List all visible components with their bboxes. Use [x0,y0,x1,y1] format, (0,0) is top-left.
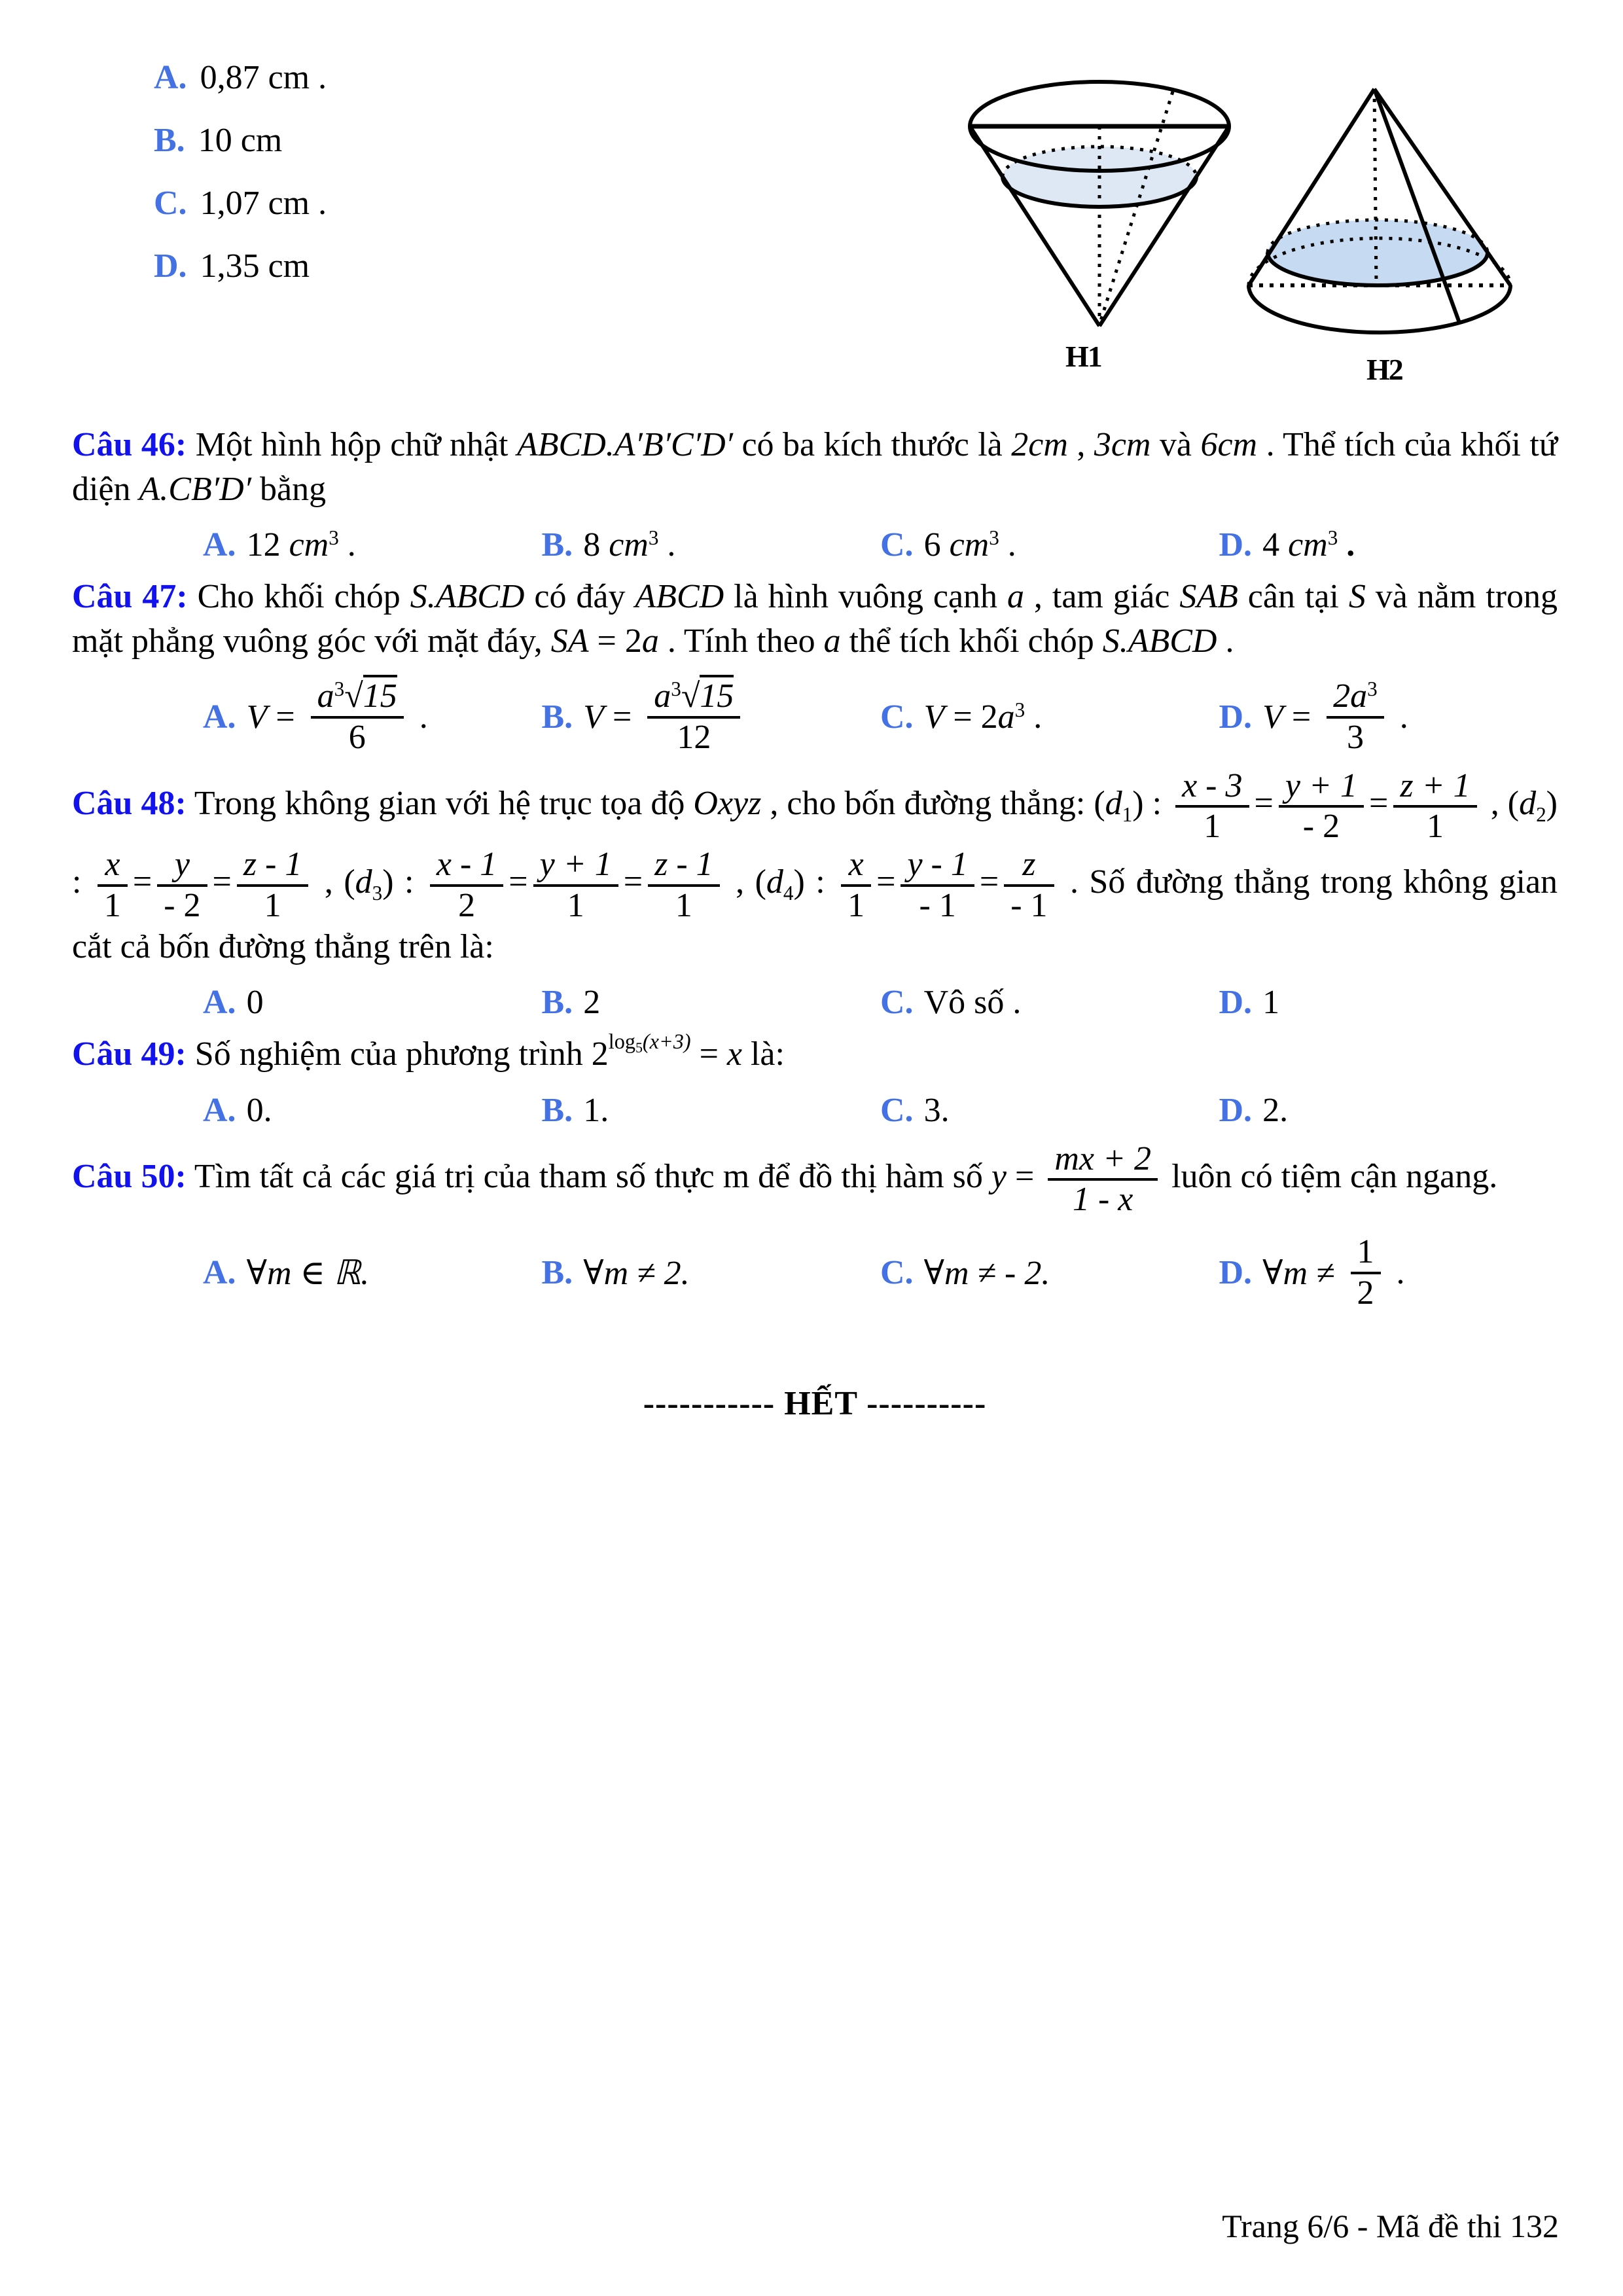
line-d3: $(d_3)$ : $\frac{x - 1}{2}$ = $\frac{y + 1}{1}$ = $\frac{z - 1}{1}$ , [344,846,755,924]
equation-50: y = $\frac{mx + 2}{1 - x}$ [991,1158,1163,1195]
option-text: 1,35 cm [200,247,310,285]
option-text: 1,07 cm . [200,184,327,222]
question-50-label: Câu 50: [72,1158,187,1196]
option-46-c: C. 6 $cm^3$ . [880,526,1016,564]
line-d2: $(d_2)$ : $\frac{x}{1}$ = $\frac{y}{- 2}$ = $\frac{z - 1}{1}$ , [72,785,1558,924]
option-49-b: B. 1. [541,1091,609,1129]
page-footer: Trang 6/6 - Mã đề thi 132 [1222,2208,1559,2244]
h2-label: H2 [1366,353,1402,386]
option-46-b: B. 8 $cm^3$ . [541,526,676,564]
question-48-text: Câu 48: Trong không gian với hệ trục tọa độ Oxyz , cho bốn đường thẳng: $(d_1)$ : $\frac{x - 3}{1}$ = $\frac{y + 1}{- 2}$ = $\frac{z + 1}{1}$ , $(d_2)$ : $\frac{x}{1}$ = $\frac{y}{- 2}$ = $\frac{z - 1}{1}$ , $(d_3)$ : $\frac{x - 1}{2}$ = $\frac{y + 1}{1}$ = $\frac{z - 1}{1}$ , $(d_4)$ : $\frac{x}{1}$ = $\frac{y - 1}{- 1}$ = $\frac{z}{- 1}$ . Số đường thẳng trong không gian cắt cả bốn đường thẳng trên là: [72,766,1558,965]
h2-base-bottom-arc [1249,285,1510,332]
h2-front-generator [1374,89,1459,323]
option-text: 0,87 cm . [200,58,327,96]
question-46-text: Câu 46: Một hình hộp chữ nhật ABCD.A′B′C′D′ có ba kích thước là 2cm , 3cm và 6cm . Thể tích của khối tứ diện A.CB′D′ bằng [72,426,1558,508]
option-47-c: C. $V = 2a^3$ . [880,698,1043,736]
option-48-b: B. 2 [541,984,601,1022]
option-49-c: C. 3. [880,1091,950,1129]
option-letter: D. [154,247,187,285]
end-of-exam-marker: ----------- HẾT ---------- [643,1384,987,1422]
question-47-label: Câu 47: [72,578,188,616]
option-46-a: A. 12 $cm^3$ . [203,526,356,564]
question-48 [72,767,1558,1022]
radical-icon: √ [344,677,363,715]
question-47-text: Câu 47: Cho khối chóp S.ABCD có đáy ABCD là hình vuông cạnh a , tam giác SAB cân tại S và nằm trong mặt phẳng vuông góc với mặt đáy, SA = 2a . Tính theo a thể tích khối chóp S.ABCD . [72,578,1558,660]
option-47-b: B. V = $\frac{a^3√15}{12}$ [542,677,881,756]
question-48-label: Câu 48: [72,785,187,823]
question-49-options [203,1091,1558,1130]
radical-icon: √ [681,677,700,715]
h1-label: H1 [1065,340,1101,373]
option-48-c: C. Vô số . [880,984,1022,1022]
question-50-options [203,1233,1558,1312]
question-48-options [203,983,1558,1022]
line-d1: $(d_1)$ : $\frac{x - 3}{1}$ = $\frac{y + 1}{- 2}$ = $\frac{z + 1}{1}$ , [1094,766,1499,846]
question-47-options [203,677,1558,756]
option-50-b: B. ∀m ≠ 2. [541,1254,690,1292]
figure-h1-inverted-cone [936,64,1263,372]
option-49-d: D. 2. [1219,1091,1289,1129]
option-letter: C. [154,184,187,222]
question-49 [72,1029,1558,1130]
equation-49: $2^{log_5(x+3)} = x$ [591,1029,742,1073]
question-49-text: Câu 49: Số nghiệm của phương trình $2^{log_5(x+3)} = x$ là: [72,1029,785,1073]
question-46-options [203,526,1558,564]
option-letter: B. [154,121,185,159]
option-47-a: A. V = $\frac{a^3√15}{6}$ . [203,677,542,756]
question-46-label: Câu 46: [72,426,187,463]
line-d4: $(d_4)$ : $\frac{x}{1}$ = $\frac{y - 1}{- 1}$ = $\frac{z}{- 1}$ . [755,846,1079,924]
question-46 [72,423,1558,564]
option-50-c: C. ∀m ≠ - 2. [880,1254,1050,1292]
option-48-a: A. 0 [203,984,264,1022]
question-50 [72,1140,1558,1312]
top-section [72,46,1558,412]
question-47 [72,575,1558,757]
option-49-a: A. 0. [203,1091,272,1129]
figure-h2-upright-cone [1243,62,1571,395]
page-content [72,46,1558,1423]
option-46-d: D. 4 $cm^3$ . [1219,526,1355,564]
option-letter: A. [154,58,187,96]
option-50-a: A. ∀m ∈ ℝ. [203,1254,370,1292]
question-49-label: Câu 49: [72,1035,187,1073]
option-48-d: D. 1 [1219,984,1280,1022]
option-50-d: D. ∀m ≠ $\frac{1}{2}$ . [1219,1233,1405,1312]
option-text: 10 cm [198,121,283,159]
question-50-text: Câu 50: Tìm tất cả các giá trị của tham số thực m để đồ thị hàm số y = $\frac{mx + 2}{1 - x}$ luôn có tiệm cận ngang. [72,1139,1498,1219]
option-47-d: D. V = $\frac{2a^3}{3}$ . [1219,677,1408,756]
